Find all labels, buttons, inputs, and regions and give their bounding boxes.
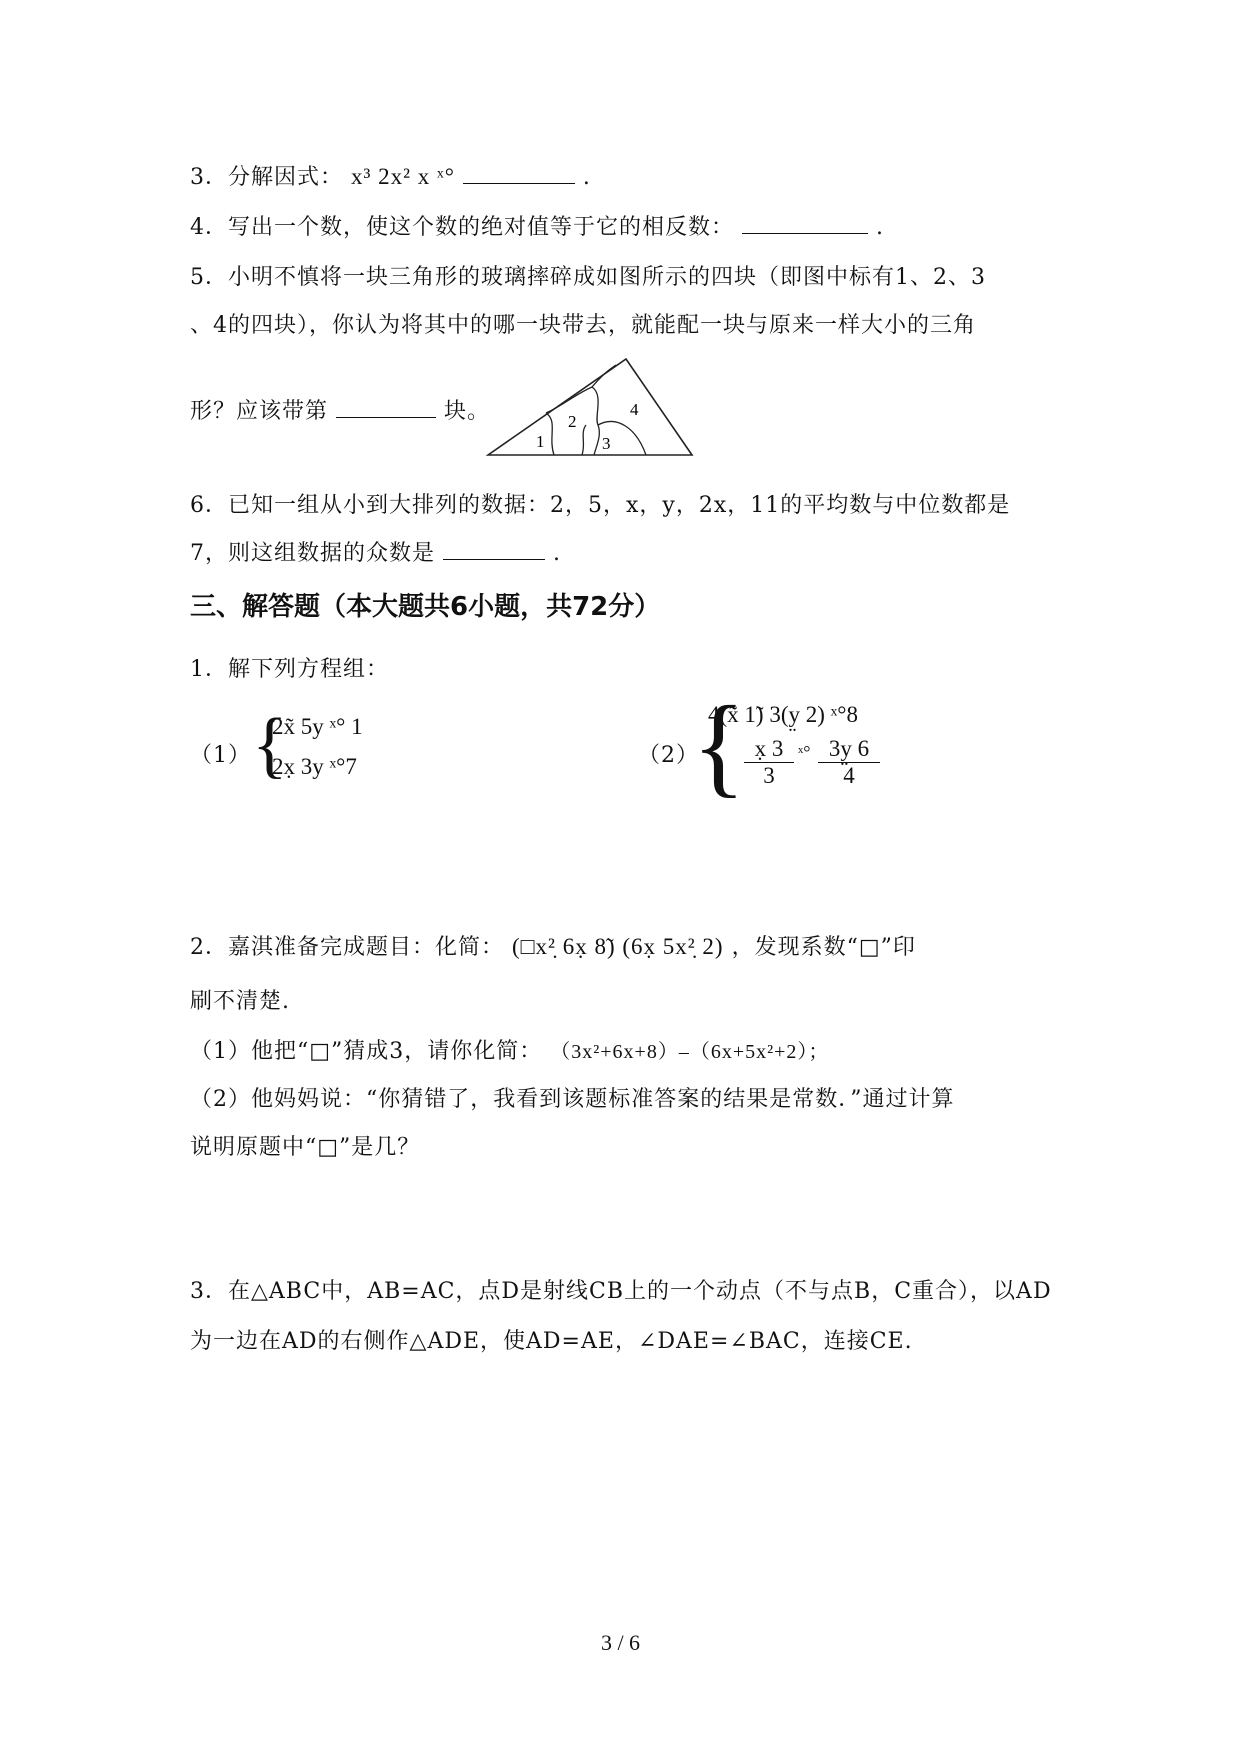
piece-label-1: 1 [536,432,545,451]
crack-4 [582,425,586,455]
part-1-expression: （3x²+6x+8）–（6x+5x²+2）； [550,1041,830,1063]
question-5-line-2: 、4的四块），你认为将其中的哪一块带去，就能配一块与原来一样大小的三角 [190,313,976,338]
fraction-2-numerator: 3y̤ 6 [818,736,880,763]
problem-3-line-1: 3．在△ABC中，AB=AC，点D是射线CB上的一个动点（不与点B，C重合），以AD [190,1279,1052,1304]
problem-2-part-1 [190,1034,829,1065]
crack-3 [592,365,616,387]
system-1-equation-2: 2x̣ 3y ˣ°7 [272,754,357,779]
question-6-prefix: 7，则这组数据的众数是 [190,541,435,566]
piece-label-3: 3 [602,434,611,453]
page-number: 3 / 6 [600,1630,641,1655]
answer-blank[interactable] [443,541,545,560]
problem-2-line-1 [190,930,916,961]
piece-label-4: 4 [630,400,639,419]
problem-2-prefix: 2．嘉淇准备完成题目：化简： [190,935,504,960]
question-3-fill [190,160,591,191]
question-4-text: 4．写出一个数，使这个数的绝对值等于它的相反数： [190,215,734,240]
question-3-expression: x³ 2x² x ˣ° [351,164,455,189]
system-2-label: （2） [638,743,699,768]
problem-2-expression: (□x²̣ 6x̣ 8̃) (6x̣ 5x²̣ 2) [512,934,724,959]
problem-1-intro: 1．解下列方程组： [190,657,389,682]
problem-2-line-2: 刷不清楚. [190,989,290,1014]
answer-blank[interactable] [463,165,575,184]
question-3-suffix: . [582,165,591,190]
system-2-fraction-2 [818,736,880,789]
question-4-suffix: . [876,215,884,240]
piece-label-2: 2 [568,412,577,431]
problem-3-line-2: 为一边在AD的右侧作△ADE，使AD=AE，∠DAE=∠BAC，连接CE. [190,1329,913,1354]
section-heading: 三、解答题（本大题共6小题，共72分） [190,592,661,622]
problem-2-suffix: ，发现系数“□”印 [731,935,916,960]
question-3-prefix: 3．分解因式： [190,165,343,190]
question-5-suffix: 块。 [444,399,491,424]
problem-2-part-2: （2）他妈妈说：“你猜错了，我看到该题标准答案的结果是常数．”通过计算 [190,1087,955,1112]
question-6-line-2 [190,536,561,567]
fraction-2-denominator: 4 [843,763,855,788]
part-1-text: （1）他把“□”猜成3，请你化简： [190,1039,543,1064]
answer-blank[interactable] [336,399,436,418]
system-2-brace: { [692,684,746,808]
system-2-equation-1: 4(x̃ 1̃) 3(y̤ 2) ˣ°8 [708,702,858,727]
problem-2-part-2-cont: 说明原题中“□”是几？ [190,1135,421,1160]
question-6-suffix: . [553,541,561,566]
system-1-label: （1） [190,743,251,768]
fraction-1-denominator: 3 [763,763,775,788]
fraction-1-numerator: x̣ 3 [744,736,794,763]
system-2-fraction-1 [744,736,794,789]
question-5-prefix: 形？应该带第 [190,399,329,424]
answer-blank[interactable] [742,215,868,234]
system-2-equals: ˣ° [798,742,811,762]
question-6-line-1: 6．已知一组从小到大排列的数据：2，5，x，y，2x，11的平均数与中位数都是 [190,493,1011,518]
broken-triangle-figure [486,355,696,460]
question-5-line-1: 5．小明不慎将一块三角形的玻璃摔碎成如图所示的四块（即图中标有1、2、3 [190,265,986,290]
system-1-brace: { [252,704,288,786]
question-5-line-3 [190,394,490,425]
system-1-equation-1: 2x̃ 5y ˣ° 1 [272,714,363,739]
crack-1 [546,413,554,455]
triangle-outline [488,359,692,455]
question-4-fill [190,210,884,241]
